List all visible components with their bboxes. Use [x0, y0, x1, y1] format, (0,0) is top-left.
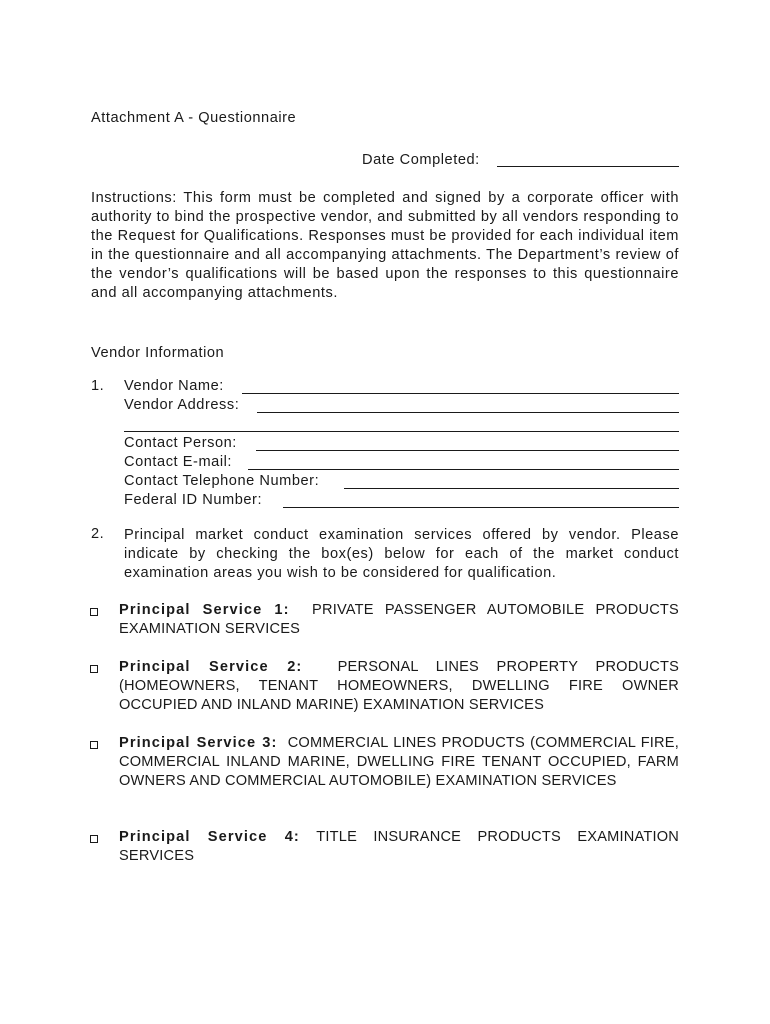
- service-1-checkbox[interactable]: [90, 608, 98, 616]
- page-title: Attachment A - Questionnaire: [91, 110, 297, 126]
- service-1-item: [119, 601, 679, 639]
- federal-id-label: Federal ID Number:: [124, 492, 263, 508]
- service-1-label: Principal Service 1:: [119, 602, 290, 618]
- vendor-address-field-line-2[interactable]: [124, 431, 679, 432]
- contact-person-field[interactable]: [256, 450, 679, 451]
- federal-id-field[interactable]: [283, 507, 679, 508]
- date-completed-field[interactable]: [497, 166, 679, 167]
- service-4-label: Principal Service 4:: [119, 829, 300, 845]
- contact-person-label: Contact Person:: [124, 435, 237, 451]
- service-4-checkbox[interactable]: [90, 835, 98, 843]
- contact-email-field[interactable]: [248, 469, 679, 470]
- item-number-1: 1.: [91, 378, 105, 394]
- vendor-information-heading: Vendor Information: [91, 345, 225, 361]
- vendor-name-field[interactable]: [242, 393, 679, 394]
- vendor-name-label: Vendor Name:: [124, 378, 224, 394]
- service-1-text: PRIVATE PASSENGER AUTOMOBILE PRODUCTS EXAMINATION SERVICES: [119, 602, 679, 637]
- vendor-address-label: Vendor Address:: [124, 397, 240, 413]
- instructions-paragraph: Instructions: This form must be completed and signed by a corporate officer with authority to bind the prospective vendor, and submitted by all vendors responding to the Request for Qualifications. Responses must be provided for each individual item in the questionnaire and all accompanying attachments. The Department’s review of the vendor’s qualifications will be based upon the responses to this questionnaire and all accompanying attachments.: [91, 190, 679, 301]
- service-4-item: [119, 828, 679, 866]
- contact-telephone-label: Contact Telephone Number:: [124, 473, 320, 489]
- service-3-item: [119, 734, 679, 791]
- service-2-item: [119, 658, 679, 715]
- vendor-address-field[interactable]: [257, 412, 679, 413]
- service-4-text: TITLE INSURANCE PRODUCTS EXAMINATION SERVICES: [119, 829, 679, 864]
- services-question-text: Principal market conduct examination services offered by vendor. Please indicate by checking the box(es) below for each of the market conduct examination areas you wish to be considered for qualification.: [124, 527, 679, 581]
- service-3-checkbox[interactable]: [90, 741, 98, 749]
- service-2-checkbox[interactable]: [90, 665, 98, 673]
- contact-telephone-field[interactable]: [344, 488, 679, 489]
- service-3-label: Principal Service 3:: [119, 735, 278, 751]
- service-3-text: COMMERCIAL LINES PRODUCTS (COMMERCIAL FIRE, COMMERCIAL INLAND MARINE, DWELLING FIRE TENANT OCCUPIED, FARM OWNERS AND COMMERCIAL AUTOMOBILE) EXAMINATION SERVICES: [119, 735, 679, 789]
- item-number-2: 2.: [91, 526, 105, 542]
- contact-email-label: Contact E-mail:: [124, 454, 233, 470]
- service-2-text: PERSONAL LINES PROPERTY PRODUCTS (HOMEOWNERS, TENANT HOMEOWNERS, DWELLING FIRE OWNER OCCUPIED AND INLAND MARINE) EXAMINATION SERVICES: [119, 659, 679, 713]
- date-completed-label: Date Completed:: [362, 152, 480, 168]
- service-2-label: Principal Service 2:: [119, 659, 303, 675]
